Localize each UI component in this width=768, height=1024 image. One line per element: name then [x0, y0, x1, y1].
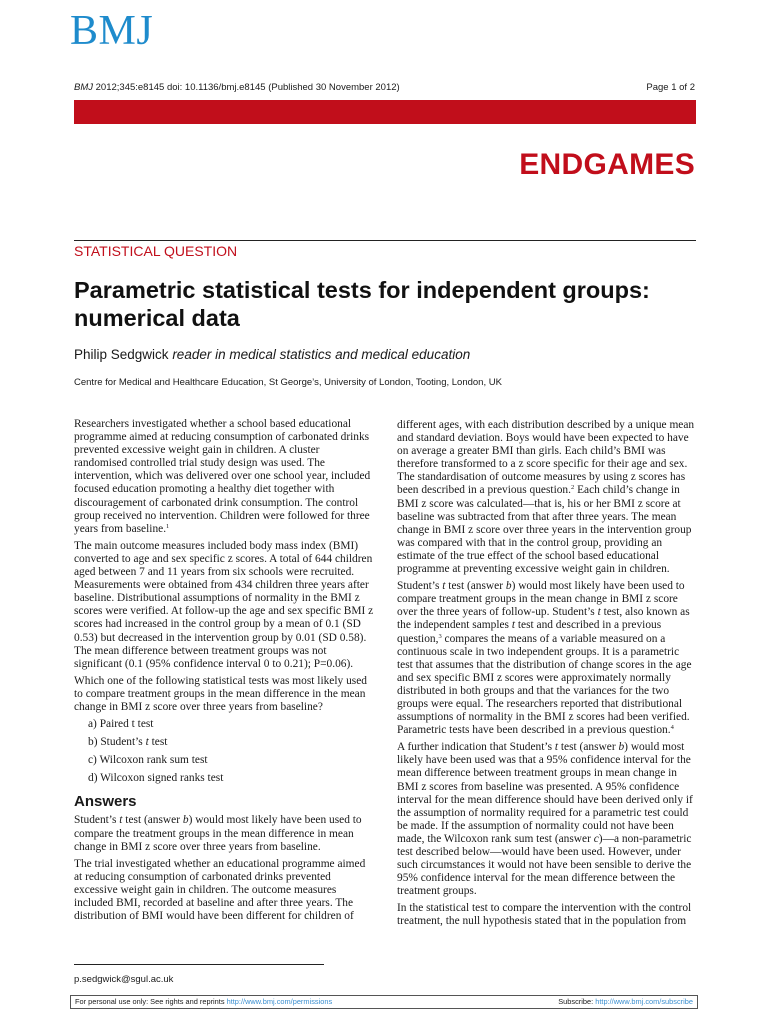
section-label: ENDGAMES	[519, 148, 695, 181]
footer-rights: For personal use only: See rights and reprints http://www.bmj.com/permissions	[75, 997, 333, 1006]
citation-line	[74, 82, 400, 93]
header-divider	[74, 240, 696, 241]
paragraph: Student’s t test (answer b) would most likely have been used to compare the treatment groups in the mean difference in mean change in BMI z score over three years from baseline.	[74, 814, 362, 853]
citation-details: 2012;345:e8145 doi: 10.1136/bmj.e8145 (Published 30 November 2012)	[93, 82, 400, 93]
page-number: Page 1 of 2	[646, 82, 695, 93]
option-d: d) Wilcoxon signed ranks test	[88, 772, 224, 785]
subscribe-link[interactable]: http://www.bmj.com/subscribe	[595, 997, 693, 1006]
paragraph: In the statistical test to compare the intervention with the control treatment, the null hypothesis stated that in the population from	[397, 902, 692, 928]
right-column	[397, 419, 697, 933]
option-a: a) Paired t test	[88, 718, 154, 731]
author-line	[74, 347, 470, 362]
citation-journal: BMJ	[74, 82, 93, 93]
paragraph: The trial investigated whether an educational programme aimed at reducing consumption of carbonated drinks prevented excessive weight gain in children. The outcome measures included BMI, recorded at baseline and after three years. The distribution of BMI would have been different for children of	[74, 857, 366, 923]
article-title: Parametric statistical tests for independent groups: numerical data	[74, 277, 650, 331]
author-name: Philip Sedgwick	[74, 347, 169, 362]
paragraph: different ages, with each distribution described by a unique mean and standard deviation. Boys would have been expected to have on average a greater BMI than girls. Each child’s BMI was therefore transformed to a z score specific for their age and sex. The standardisation of outcome measures by using z scores has been described in a previous question.$^2$ Each child’s change in BMI z score was calculated—that is, his or her BMI z score at baseline was subtracted from that after three years. The mean change in BMI z score over three years in the intervention group was compared with that in the control group, providing an estimate of the true effect of the school based educational programme at preventing excessive weight gain in children.	[397, 419, 695, 576]
article-category: STATISTICAL QUESTION	[74, 243, 238, 259]
permissions-link[interactable]: http://www.bmj.com/permissions	[226, 997, 333, 1006]
paragraph: The main outcome measures included body mass index (BMI) converted to age and sex specific z scores. A total of 644 children aged between 7 and 11 years from six schools were recruited. Measurements were obtained from 434 children three years after baseline. Distributional assumptions of normality in the BMI z scores were verified. At follow-up the age and sex specific BMI z scores had increased in the control group by a mean of 0.1 (SD 0.53) but decreased in the intervention group by 0.01 (SD 0.58). The mean difference between treatment groups was not significant (0.1 (95% confidence interval 0 to 0.21); P=0.06).	[74, 539, 374, 670]
author-affiliation: Centre for Medical and Healthcare Education, St George’s, University of London, Tooting, London, UK	[74, 377, 502, 388]
paragraph: A further indication that Student’s t test (answer b) would most likely have been used was that a 95% confidence interval for the mean difference between treatment groups in mean change in BMI z scores from baseline was presented. A 95% confidence interval for the mean difference should have been derived only if the assumption of normality required for a parametric test could be made. If the assumption of normality could not have been made, the Wilcoxon rank sum test (answer c)—a non-parametric test described below—would have been used. However, under such circumstances it would not have been sensible to derive the 95% confidence interval for the mean difference between the treatment groups.	[397, 741, 693, 898]
answers-heading: Answers	[74, 793, 137, 811]
paragraph: Researchers investigated whether a school based educational programme aimed at reducing consumption of carbonated drinks prevented excessive weight gain in children. A cluster randomised controlled trial study design was used. The intervention, which was delivered over one school year, included focused education promoting a healthy diet together with discouragement of carbonated drink consumption. The control group received no intervention. Children were followed for three years from baseline.$^1$	[74, 418, 371, 535]
question-paragraph: Which one of the following statistical tests was most likely used to compare treatment groups in the mean difference in the mean change in BMI z score over three years from baseline?	[74, 674, 367, 713]
bmj-logo: BMJ	[70, 8, 154, 54]
footer-box	[70, 995, 698, 1009]
footnote-divider	[74, 964, 324, 965]
paragraph: Student’s t test (answer b) would most likely have been used to compare treatment groups in the mean change in BMI z score over the three years of follow-up. Student’s t test, also known as the independent samples t test and described in a previous question,$^3$ compares the means of a variable measured on a continuous scale in two independent groups. It is a parametric test that assumes that the distribution of change scores in the age and sex specific BMI z scores were approximately normally distributed in both groups and that the variances for the two groups were equal. The researchers reported that distributional assumptions of normality in the BMI z scores had been verified. Parametric tests have been described in a previous question.$^4$	[397, 580, 692, 737]
header-red-bar	[74, 100, 696, 124]
option-c: c) Wilcoxon rank sum test	[88, 754, 208, 767]
option-b: b) Student’s t test	[88, 736, 168, 749]
author-email[interactable]: p.sedgwick@sgul.ac.uk	[74, 974, 174, 985]
footer-subscribe: Subscribe: http://www.bmj.com/subscribe	[558, 997, 693, 1006]
left-column	[74, 418, 374, 927]
author-role: reader in medical statistics and medical education	[172, 347, 471, 362]
